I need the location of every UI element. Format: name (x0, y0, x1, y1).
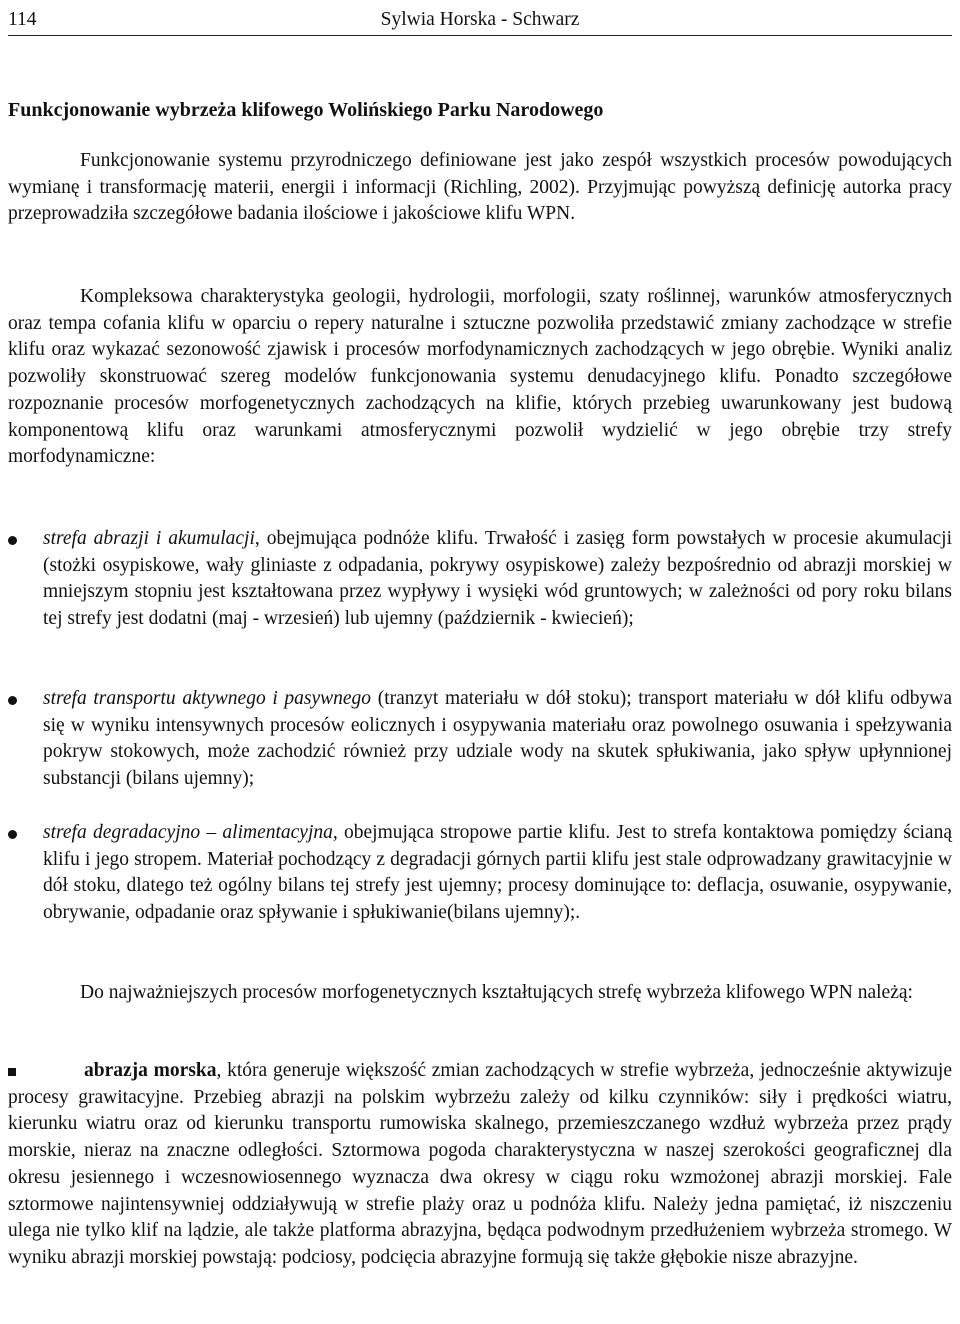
zone-3-text (43, 820, 952, 927)
bullet-icon (8, 536, 17, 545)
zone-2-term: strefa transportu aktywnego i pasywnego (43, 688, 372, 709)
paragraph-2 (8, 284, 952, 471)
zone-3-description: , obejmująca stropowe partie klifu. Jest to strefa kontaktowa pomiędzy ścianą klifu i jego stropem. Materiał pochodzący z degradacji górnych partii klifu jest stale odprowadzany grawitacyjnie w dół stoku, dlatego też ogólny bilans tej strefy jest ujemny; procesy dominujące to: deflacja, osuwanie, osypywanie, obrywanie, odpadanie oraz spływanie i spłukiwanie(bilans ujemny);. (43, 822, 952, 924)
page-number: 114 (8, 9, 37, 30)
paragraph-3 (8, 980, 952, 1007)
bullet-icon (8, 696, 17, 705)
paragraph-1-text: Funkcjonowanie systemu przyrodniczego definiowane jest jako zespół wszystkich procesów powodujących wymianę i transformację materii, energii i informacji (Richling, 2002). Przyjmując powyższą definicję autorka pracy przeprowadziła szczegółowe badania ilościowe i jakościowe klifu WPN. (8, 150, 952, 225)
zone-1-term: strefa abrazji i akumulacji (43, 528, 255, 549)
zone-1-description: , obejmująca podnóże klifu. Trwałość i zasięg form powstałych w procesie akumulacji (stożki osypiskowe, wały gliniaste z odpadania, pokrywy osypiskowe) zależy bezpośrednio od abrazji morskiej w mniejszym stopniu jest kształtowana przez wypływy i wysięki wód gruntowych; w zależności od pory roku bilans tej strefy jest dodatni (maj - wrzesień) lub ujemny (październik - kwiecień); (43, 528, 952, 630)
bullet-icon (8, 830, 17, 839)
square-bullet-icon (8, 1068, 16, 1076)
section-title-block (8, 97, 952, 123)
paragraph-1 (8, 148, 952, 228)
zone-3-term: strefa degradacyjno – alimentacyjna (43, 822, 333, 843)
process-text (8, 1058, 952, 1272)
zone-2-text (43, 686, 952, 793)
zone-1-text (43, 526, 952, 633)
zone-2-description: (tranzyt materiału w dół stoku); transport materiału w dół klifu odbywa się w wyniku intensywnych procesów eolicznych i osypywania materiału oraz powolnego osuwania i spełzywania pokryw stokowych, może zachodzić również przy udziale wody na skutek spłukiwania, jako spływ upłynnionej substancji (bilans ujemny); (43, 688, 952, 790)
process-item (8, 1058, 952, 1272)
section-title: Funkcjonowanie wybrzeża klifowego Wolińskiego Parku Narodowego (8, 99, 604, 121)
process-description: , która generuje większość zmian zachodzących w strefie wybrzeża, jednocześnie aktywizuje procesy grawitacyjne. Przebieg abrazji na polskim wybrzeżu zależy od kilku czynników: siły i prędkości wiatru, kierunku wiatru oraz od kierunku transportu rumowiska skalnego, przemieszczanego wzdłuż wybrzeża przez prądy morskie, nieraz na znaczne odległości. Sztormowa pogoda charakterystyczna w naszej szerokości geograficznej dla okresu jesiennego i wczesnowiosennego wyznacza dwa okresy w ciągu roku wzmożonej abrazji morskiej. Fale sztormowe najintensywniej oddziaływują w strefie plaży oraz u podnóża klifu. Należy jedna pamiętać, iż niszczeniu ulega nie tylko klif na lądzie, ale także platforma abrazyjna, będąca podwodnym przedłużeniem wybrzeża stromego. W wyniku abrazji morskiej powstają: podciosy, podcięcia abrazyjne formują się także głębokie nisze abrazyjne. (8, 1060, 952, 1268)
running-header-author: Sylwia Horska - Schwarz (380, 9, 580, 30)
running-header (8, 0, 952, 36)
paragraph-3-text: Do najważniejszych procesów morfogenetycznych kształtujących strefę wybrzeża klifowego WPN należą: (80, 982, 913, 1003)
header-rule (8, 35, 952, 36)
paragraph-2-text: Kompleksowa charakterystyka geologii, hydrologii, morfologii, szaty roślinnej, warunków atmosferycznych oraz tempa cofania klifu w oparciu o repery naturalne i sztuczne pozwoliła przedstawić zmiany zachodzące w strefie klifu oraz wykazać sezonowość zjawisk i procesów morfodynamicznych zachodzących w jego obrębie. Wyniki analiz pozwoliły skonstruować szereg modelów funkcjonowania systemu denudacyjnego klifu. Ponadto szczegółowe rozpoznanie procesów morfogenetycznych zachodzących na klifie, których przebieg uwarunkowany jest budową komponentową klifu oraz warunkami atmosferycznymi pozwolił wydzielić w jego obrębie trzy strefy morfodynamiczne: (8, 286, 952, 468)
process-term: abrazja morska (84, 1060, 217, 1081)
